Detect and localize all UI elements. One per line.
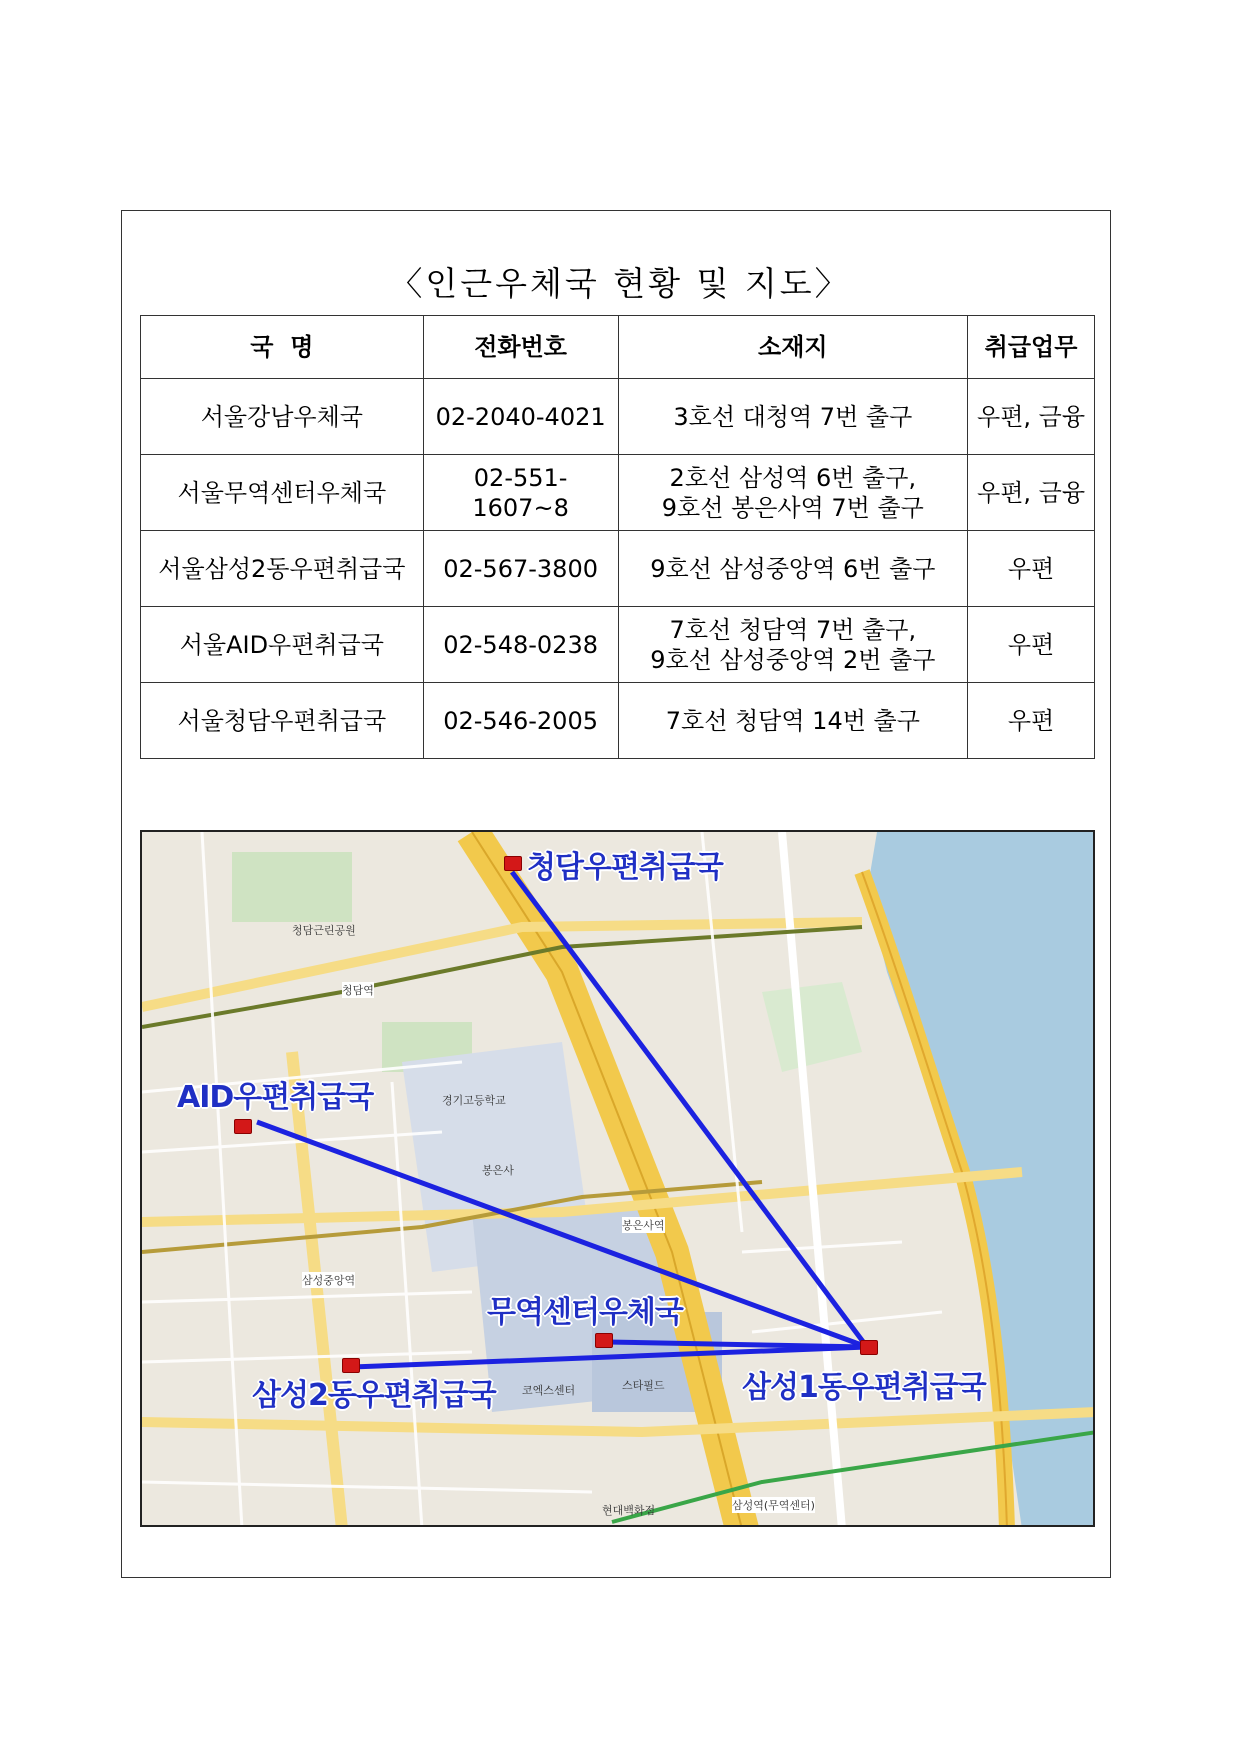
table-row bbox=[141, 455, 1095, 531]
place-label: 청담역 bbox=[342, 984, 374, 997]
post-office-marker bbox=[595, 1333, 613, 1348]
office-location: 2호선 삼성역 6번 출구, 9호선 봉은사역 7번 출구 bbox=[618, 455, 968, 531]
office-name: 서울삼성2동우편취급국 bbox=[141, 531, 424, 607]
map-label-samsung2: 삼성2동우편취급국 bbox=[252, 1378, 496, 1413]
office-name: 서울강남우체국 bbox=[141, 379, 424, 455]
table-row bbox=[141, 607, 1095, 683]
header-location: 소재지 bbox=[618, 316, 968, 379]
place-label: 봉은사역 bbox=[622, 1219, 665, 1232]
office-phone: 02-546-2005 bbox=[423, 683, 618, 759]
table-row bbox=[141, 531, 1095, 607]
office-location: 3호선 대청역 7번 출구 bbox=[618, 379, 968, 455]
office-location: 7호선 청담역 7번 출구, 9호선 삼성중앙역 2번 출구 bbox=[618, 607, 968, 683]
post-office-marker bbox=[504, 856, 522, 871]
place-label: 스타필드 bbox=[622, 1379, 665, 1392]
map-label-cheongdam: 청담우편취급국 bbox=[527, 850, 723, 885]
office-location: 9호선 삼성중앙역 6번 출구 bbox=[618, 531, 968, 607]
post-office-marker bbox=[860, 1340, 878, 1355]
area-map bbox=[140, 830, 1095, 1527]
table-row bbox=[141, 683, 1095, 759]
map-label-trade: 무역센터우체국 bbox=[487, 1295, 683, 1330]
office-service: 우편 bbox=[968, 683, 1095, 759]
office-service: 우편 bbox=[968, 607, 1095, 683]
office-phone: 02-2040-4021 bbox=[423, 379, 618, 455]
place-label: 청담근린공원 bbox=[292, 924, 356, 937]
map-label-aid: AID우편취급국 bbox=[177, 1080, 374, 1115]
place-label: 현대백화점 bbox=[602, 1504, 656, 1517]
office-service: 우편 bbox=[968, 531, 1095, 607]
place-label: 삼성역(무역센터) bbox=[732, 1499, 815, 1512]
office-phone: 02-567-3800 bbox=[423, 531, 618, 607]
office-location: 7호선 청담역 14번 출구 bbox=[618, 683, 968, 759]
table-row bbox=[141, 379, 1095, 455]
header-service: 취급업무 bbox=[968, 316, 1095, 379]
office-service: 우편, 금융 bbox=[968, 379, 1095, 455]
place-label: 코엑스센터 bbox=[522, 1384, 576, 1397]
office-name: 서울AID우편취급국 bbox=[141, 607, 424, 683]
header-phone: 전화번호 bbox=[423, 316, 618, 379]
park-area bbox=[232, 852, 352, 922]
office-service: 우편, 금융 bbox=[968, 455, 1095, 531]
page-title: 〈인근우체국 현황 및 지도〉 bbox=[389, 264, 851, 303]
place-label: 봉은사 bbox=[482, 1164, 514, 1177]
map-graphic bbox=[142, 832, 1095, 1527]
map-label-samsung1: 삼성1동우편취급국 bbox=[742, 1370, 986, 1405]
office-phone: 02-551-1607~8 bbox=[423, 455, 618, 531]
header-name: 국 명 bbox=[141, 316, 424, 379]
post-office-marker bbox=[234, 1119, 252, 1134]
place-label: 경기고등학교 bbox=[442, 1094, 506, 1107]
post-office-table bbox=[140, 315, 1095, 759]
office-phone: 02-548-0238 bbox=[423, 607, 618, 683]
table-header-row bbox=[141, 316, 1095, 379]
office-name: 서울무역센터우체국 bbox=[141, 455, 424, 531]
office-name: 서울청담우편취급국 bbox=[141, 683, 424, 759]
place-label: 삼성중앙역 bbox=[302, 1274, 356, 1287]
